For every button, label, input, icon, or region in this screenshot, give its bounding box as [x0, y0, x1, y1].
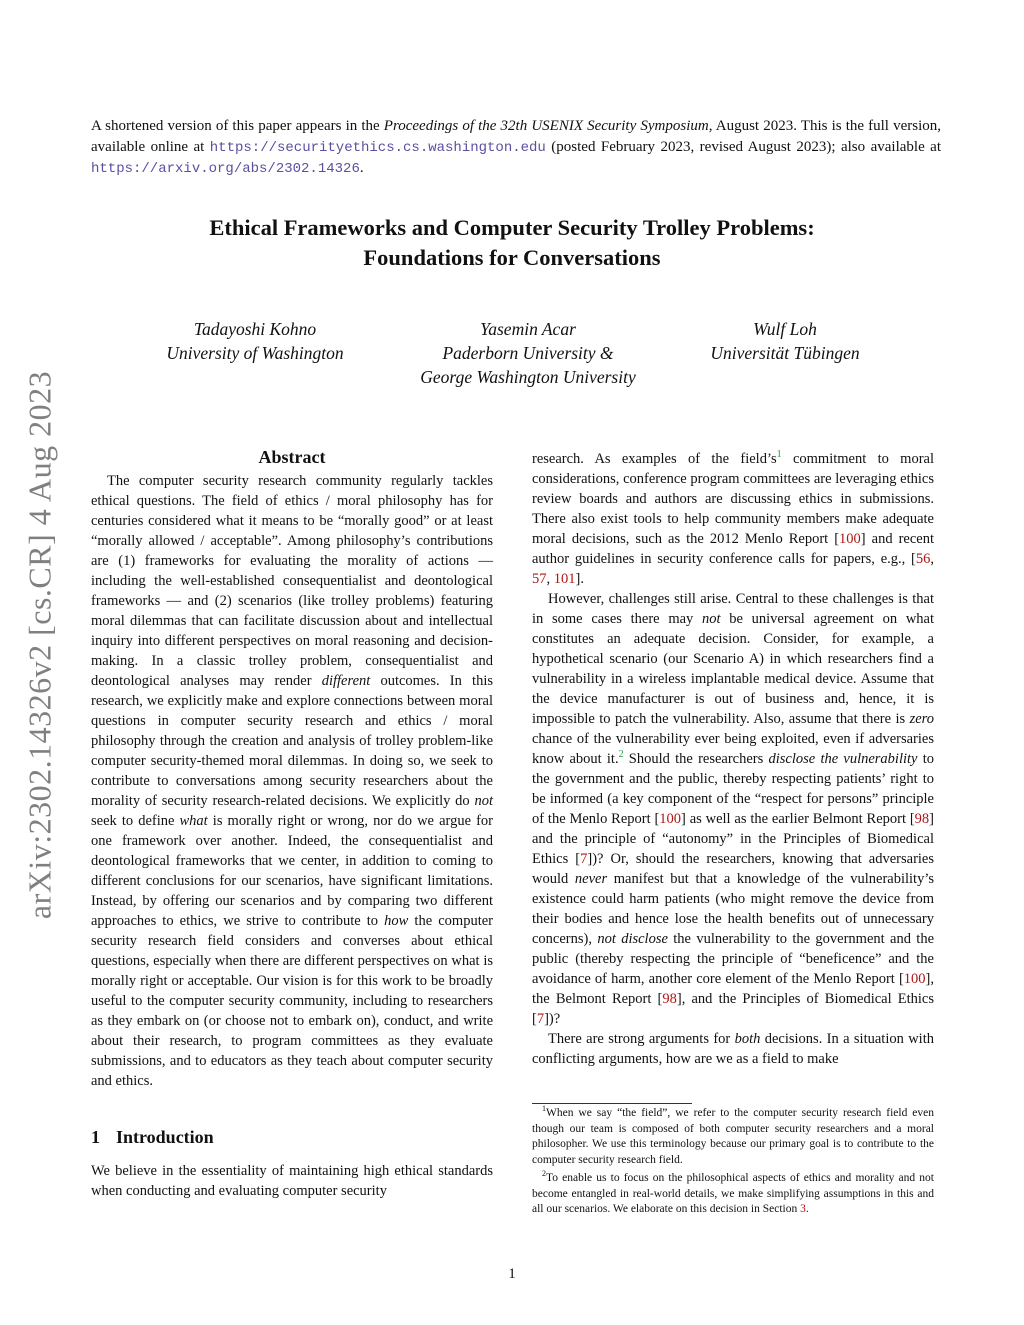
intro-paragraph: We believe in the essentiality of maintaining high ethical standards when conducting and evaluating computer security	[91, 1163, 493, 1199]
author-affiliation-2: George Washington University	[420, 367, 636, 387]
citation-link[interactable]: 100	[903, 971, 926, 987]
right-column	[532, 449, 934, 1069]
left-column	[91, 445, 493, 1201]
title-line-2: Foundations for Conversations	[363, 245, 661, 270]
author-name: Yasemin Acar	[480, 319, 576, 339]
page-number: 1	[508, 1266, 516, 1282]
author-block-2	[378, 317, 678, 389]
arxiv-identifier-stamp: arXiv:2302.14326v2 [cs.CR] 4 Aug 2023	[21, 370, 58, 920]
citation-link[interactable]: 57	[532, 571, 547, 587]
abstract-heading: Abstract	[258, 447, 326, 467]
citation-link[interactable]: 98	[914, 811, 930, 827]
footnote-2: $^2$To enable us to focus on the philosophical aspects of ethics and morality and not become entangled in real-world details, we make simplifying assumptions in this and all our scenarios. We elaborate on this decision in Section 3.	[532, 1169, 934, 1215]
author-name: Tadayoshi Kohno	[193, 319, 317, 339]
citation-link[interactable]: 100	[659, 811, 682, 827]
footnotes	[532, 1106, 934, 1221]
footnote-marker-1[interactable]: 1	[776, 449, 782, 461]
citation-link[interactable]: 56	[915, 551, 931, 567]
author-affiliation: Paderborn University &	[442, 343, 614, 363]
project-url-link[interactable]: https://securityethics.cs.washington.edu	[209, 139, 546, 156]
footnote-1: $^1$When we say “the field”, we refer to the computer security research field even though our team is composed of both computer security researchers and a moral philosopher. We use this terminology because our primary goal is to contribute to the computer security research field.	[532, 1104, 934, 1166]
body-paragraph-1: research. As examples of the $field’s^1$ commitment to moral considerations, conference program committees are leveraging ethics review boards and authors are discussing ethics in submissions. There also exist tools to help community members make adequate moral decisions, such as the 2012 Menlo Report [100] and recent author guidelines in security conference calls for papers, e.g., [56, 57, 101].	[532, 449, 935, 587]
body-paragraph-3: There are strong arguments for both decisions. In a situation with conflicting arguments, how are we as a field to make	[532, 1031, 934, 1067]
arxiv-url-link[interactable]: https://arxiv.org/abs/2302.14326	[91, 161, 360, 177]
venue-note: A shortened version of this paper appears in the Proceedings of the 32th USENIX Security Symposium, August 2023. This is the full version, available online at https://securityethics.cs.washington.edu (posted February 2023, revised August 2023); also available at https://arxiv.org/abs/2302.14326.	[91, 118, 941, 177]
author-name: Wulf Loh	[753, 319, 817, 339]
footnote-divider	[532, 1103, 692, 1104]
author-affiliation: University of Washington	[166, 343, 344, 363]
citation-link[interactable]: 101	[553, 571, 576, 587]
author-block-3	[675, 317, 895, 365]
author-affiliation: Universität Tübingen	[710, 343, 860, 363]
venue-name: Proceedings of the 32th USENIX Security Symposium	[383, 118, 709, 134]
footnote-marker-2[interactable]: 2	[618, 749, 624, 761]
title-line-1: Ethical Frameworks and Computer Security Trolley Problems:	[209, 215, 815, 240]
citation-link[interactable]: 98	[662, 991, 677, 1007]
citation-link[interactable]: 7	[580, 851, 588, 867]
abstract-paragraph: The computer security research community regularly tackles ethical questions. The field of ethics / moral philosophy has for centuries considered what it means to be “morally good” or at least “morally allowed / acceptable”. Among philosophy’s contributions are (1) frameworks for evaluating the morality of actions — including the well-established consequentialist and deontological frameworks — and (2) scenarios (like trolley problems) featuring moral dilemmas that can facilitate discussion about and intellectual inquiry into different perspectives on moral reasoning and decision-making. In a classic trolley problem, consequentialist and deontological analyses may render different outcomes. In this research, we explicitly make and explore connections between moral questions in computer security research and ethics / moral philosophy through the creation and analysis of trolley problem-like computer security-themed moral dilemmas. In doing so, we seek to contribute to conversations among security researchers about the morality of security research-related decisions. We explicitly do not seek to define what is morally right or wrong, nor do we argue for one framework over another. Indeed, the consequentialist and deontological frameworks that we center, in addition to coming to different conclusions for our scenarios, have significant limitations. Instead, by offering our scenarios and by comparing two different approaches to ethics, we strive to contribute to how the computer security research field considers and converses about ethical questions, especially when there are different perspectives on what is morally right or acceptable. Our vision is for this work to be broadly useful to the computer security community, including to researchers as they embark on (or choose not to embark on), conduct, and write about their research, to program committees as they evaluate submissions, and to educators as they teach about computer security and ethics.	[91, 473, 493, 1089]
section-heading-introduction	[91, 1125, 493, 1149]
section-ref-link[interactable]: 3	[800, 1203, 806, 1215]
body-paragraph-2: However, challenges still arise. Central to these challenges is that in some cases there may not be universal agreement on what constitutes an adequate decision. Consider, for example, a hypothetical scenario (our Scenario A) in which researchers find a vulnerability in a wireless implantable medical device. Assume that the device manufacturer is out of business and, hence, it is impossible to patch the vulnerability. Also, assume that there is zero chance of the vulnerability ever being exploited, even if adversaries know about it.$^2$ Should the researchers disclose the vulnerability to the government and the public, thereby respecting patients’ right to be informed (a key component of the “respect for persons” principle of the Menlo Report [100] as well as the earlier Belmont Report [98] and the principle of “autonomy” in the Principles of Biomedical Ethics [7])? Or, should the researchers, knowing that adversaries would never manifest but that a knowledge of the vulnerability’s existence could harm patients (who might remove the device from their bodies and hence lose the health benefits out of unnecessary concerns), not disclose the vulnerability to the government and the public (thereby respecting the principle of “beneficence” and the avoidance of harm, another core element of the Menlo Report [100], the Belmont Report [98], and the Principles of Biomedical Ethics [7])?	[532, 591, 935, 1027]
author-block-1	[130, 317, 380, 365]
section-number: 1	[91, 1127, 100, 1147]
section-title: Introduction	[116, 1127, 214, 1147]
citation-link[interactable]: 100	[839, 531, 861, 547]
citation-link[interactable]: 7	[536, 1011, 545, 1027]
paper-title	[0, 213, 1024, 273]
